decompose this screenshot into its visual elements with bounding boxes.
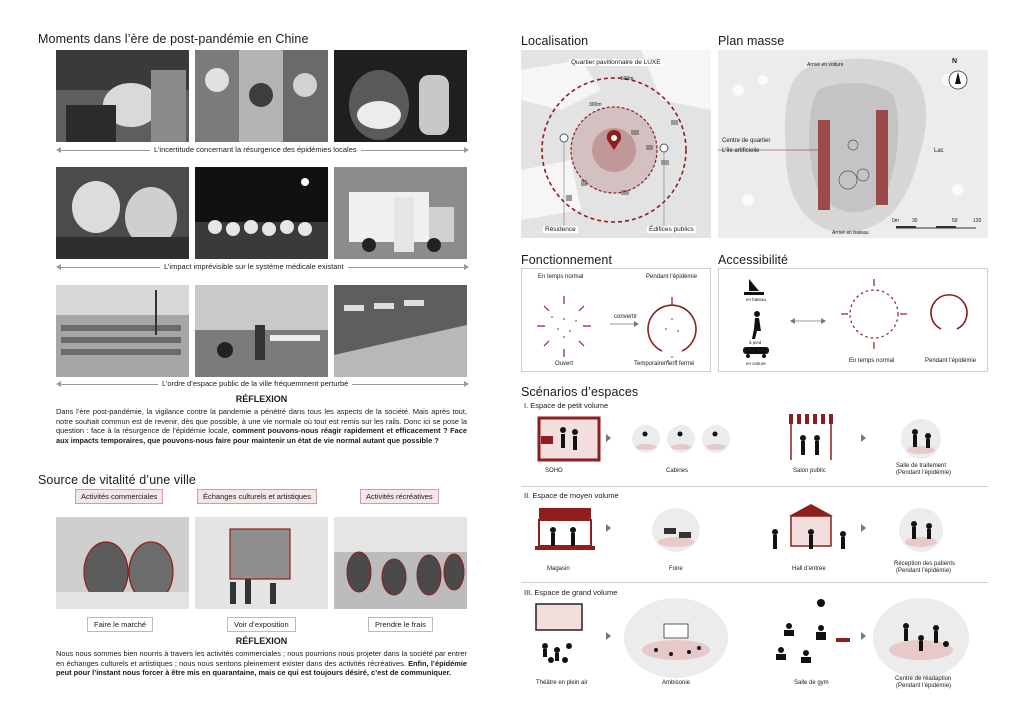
arrow-right-icon [464, 147, 469, 153]
photo-woman-mask [334, 50, 467, 142]
scen-heading-3: III. Espace de grand volume [524, 588, 618, 597]
title-vitality: Source de vitalité d’une ville [38, 473, 196, 487]
scale-0: 0m [892, 218, 899, 224]
access-normal: En temps normal [849, 358, 895, 364]
scen-2-item-1: Magasin [547, 566, 570, 572]
tag-cultural: Échanges culturels et artistiques [197, 489, 317, 504]
label-quartier: Quartier pavillonnaire de LUXE [571, 59, 661, 66]
scen-1-item-5: (Pendant l’épidémie) [896, 470, 952, 476]
arrow-right-icon [464, 381, 469, 387]
label-lake: Lac [934, 148, 944, 154]
label-public: Édifices publics [649, 226, 694, 233]
scen-3-item-4: Centre de réadaption [895, 676, 952, 682]
fonct-open: Ouvert [555, 361, 574, 367]
photo-night-resting [195, 167, 328, 259]
photo-ambulance [334, 167, 467, 259]
scen-illustration-3 [521, 598, 988, 680]
localisation-map [521, 50, 711, 238]
label-500m: 500m [621, 76, 634, 82]
tag-commercial: Activités commerciales [75, 489, 163, 504]
photo-checkpoint [195, 285, 328, 377]
scale-120: 120 [973, 218, 982, 224]
scen-3-item-3: Salle de gym [794, 680, 829, 686]
arrow-left-icon [56, 264, 61, 270]
photo-hazmat-workers [56, 167, 189, 259]
scen-3-item-5: (Pendant l’épidémie) [896, 683, 952, 689]
row-caption-1: L’incertitude concernant la résurgence des épidémies locales [150, 145, 361, 154]
access-boat: en bateau [746, 297, 767, 302]
access-epidemic: Pendant l’épidémie [925, 358, 977, 364]
plan-masse-map [718, 50, 988, 238]
reflexion-title-2: RÉFLEXION [235, 636, 288, 646]
scale-50: 50 [952, 218, 958, 224]
scen-2-item-5: (Pendant l’épidémie) [896, 568, 952, 574]
north-label: N [952, 58, 958, 65]
label-arrive-car: Arrivé en voiture [807, 62, 844, 68]
scen-heading-2: II. Espace de moyen volume [524, 491, 619, 500]
title-moments: Moments dans l’ère de post-pandémie en Chine [38, 32, 309, 46]
arrow-left-icon [56, 381, 61, 387]
reflexion-title-1: RÉFLEXION [235, 394, 288, 404]
access-car: en voiture [746, 361, 766, 366]
fonct-normal: En temps normal [538, 274, 584, 280]
title-fonctionnement: Fonctionnement [521, 253, 613, 267]
scale-30: 30 [912, 218, 918, 224]
reflexion-text-1: Dans l’ère post-pandémie, la vigilance contre la pandemie a pénétré dans tous les aspects de la société. Mais après tout, notre souhait commun est de revenir, dès que possible, à une vie normale où tout est remis sur les rails. Donc ici se pose la question : face à la résurgence de l’épidémie locale, comment pouvons-nous réagir rapidement et efficacement ? Face aux impacts temporaires, que pouvons-nous faire pour maintenir un état de vie normal autant que possible ? [56, 407, 467, 445]
scen-1-item-4: Salle de traitement [896, 463, 947, 469]
scen-1-item-1: SOHO [545, 468, 563, 474]
photo-collage-workers [195, 50, 328, 142]
photo-empty-street [334, 285, 467, 377]
arrow-left-icon [56, 147, 61, 153]
fonct-closed: Temporairement fermé [634, 361, 695, 367]
fonctionnement-box [521, 268, 711, 372]
row-caption-3: L’ordre d’espace public de la ville fréquemment perturbé [158, 379, 352, 388]
photo-medical-worker [56, 50, 189, 142]
photo-construction-site [56, 285, 189, 377]
label-center: Centre de quartier [722, 138, 771, 144]
scen-2-item-4: Réception des patients [894, 561, 956, 567]
label-exhibition: Voir d’exposition [227, 617, 296, 632]
title-localisation: Localisation [521, 34, 589, 48]
access-walk: à pied [749, 340, 762, 345]
fonct-convert: convertir [614, 314, 638, 320]
title-plan-masse: Plan masse [718, 34, 785, 48]
scen-2-item-3: Hall d’entrée [792, 566, 826, 572]
arrow-right-icon [464, 264, 469, 270]
scen-1-item-3: Salon public [793, 468, 826, 474]
fonct-epidemic: Pendant l’épidémie [646, 274, 698, 280]
tag-recreational: Activités récréatives [360, 489, 439, 504]
scen-2-item-2: Foire [669, 566, 683, 572]
row-caption-2: L’impact imprévisible sur le système médicale existant [160, 262, 348, 271]
photo-relaxing [334, 517, 467, 609]
scen-divider-2 [521, 582, 988, 583]
reflexion-text-2: Nous nous sommes bien nourris à travers les activités commerciales ; nous pourrions nous projeter dans la société par entrer en échanges culturels et artistiques ; nous nous sentons pleinement exister dans des activités récréatives. Enfin, l’épidémie peut pour l’instant nous forcer à être mis en quarantaine, mais ce qui est toujours désiré, c’est de communiquer. [56, 649, 467, 678]
photo-market [56, 517, 189, 609]
accessibilite-box [718, 268, 988, 372]
label-island: L’île artificielle [722, 148, 760, 154]
title-scenarios: Scénarios d’espaces [521, 385, 639, 399]
scen-heading-1: I. Espace de petit volume [524, 401, 609, 410]
label-arrive-boat: Arrivé en bateau [832, 230, 869, 236]
scen-1-item-2: Cabines [666, 468, 689, 474]
title-accessibilite: Accessibilité [718, 253, 789, 267]
scen-3-item-2: Ambisonie [662, 680, 691, 686]
label-residence: Résidence [545, 226, 576, 233]
scen-divider-1 [521, 486, 988, 487]
scen-illustration-2 [521, 502, 988, 566]
scen-3-item-1: Théâtre en plein air [536, 680, 588, 686]
label-market: Faire le marché [87, 617, 153, 632]
label-300m: 300m [589, 102, 602, 108]
photo-exhibition [195, 517, 328, 609]
label-fresh-air: Prendre le frais [368, 617, 433, 632]
